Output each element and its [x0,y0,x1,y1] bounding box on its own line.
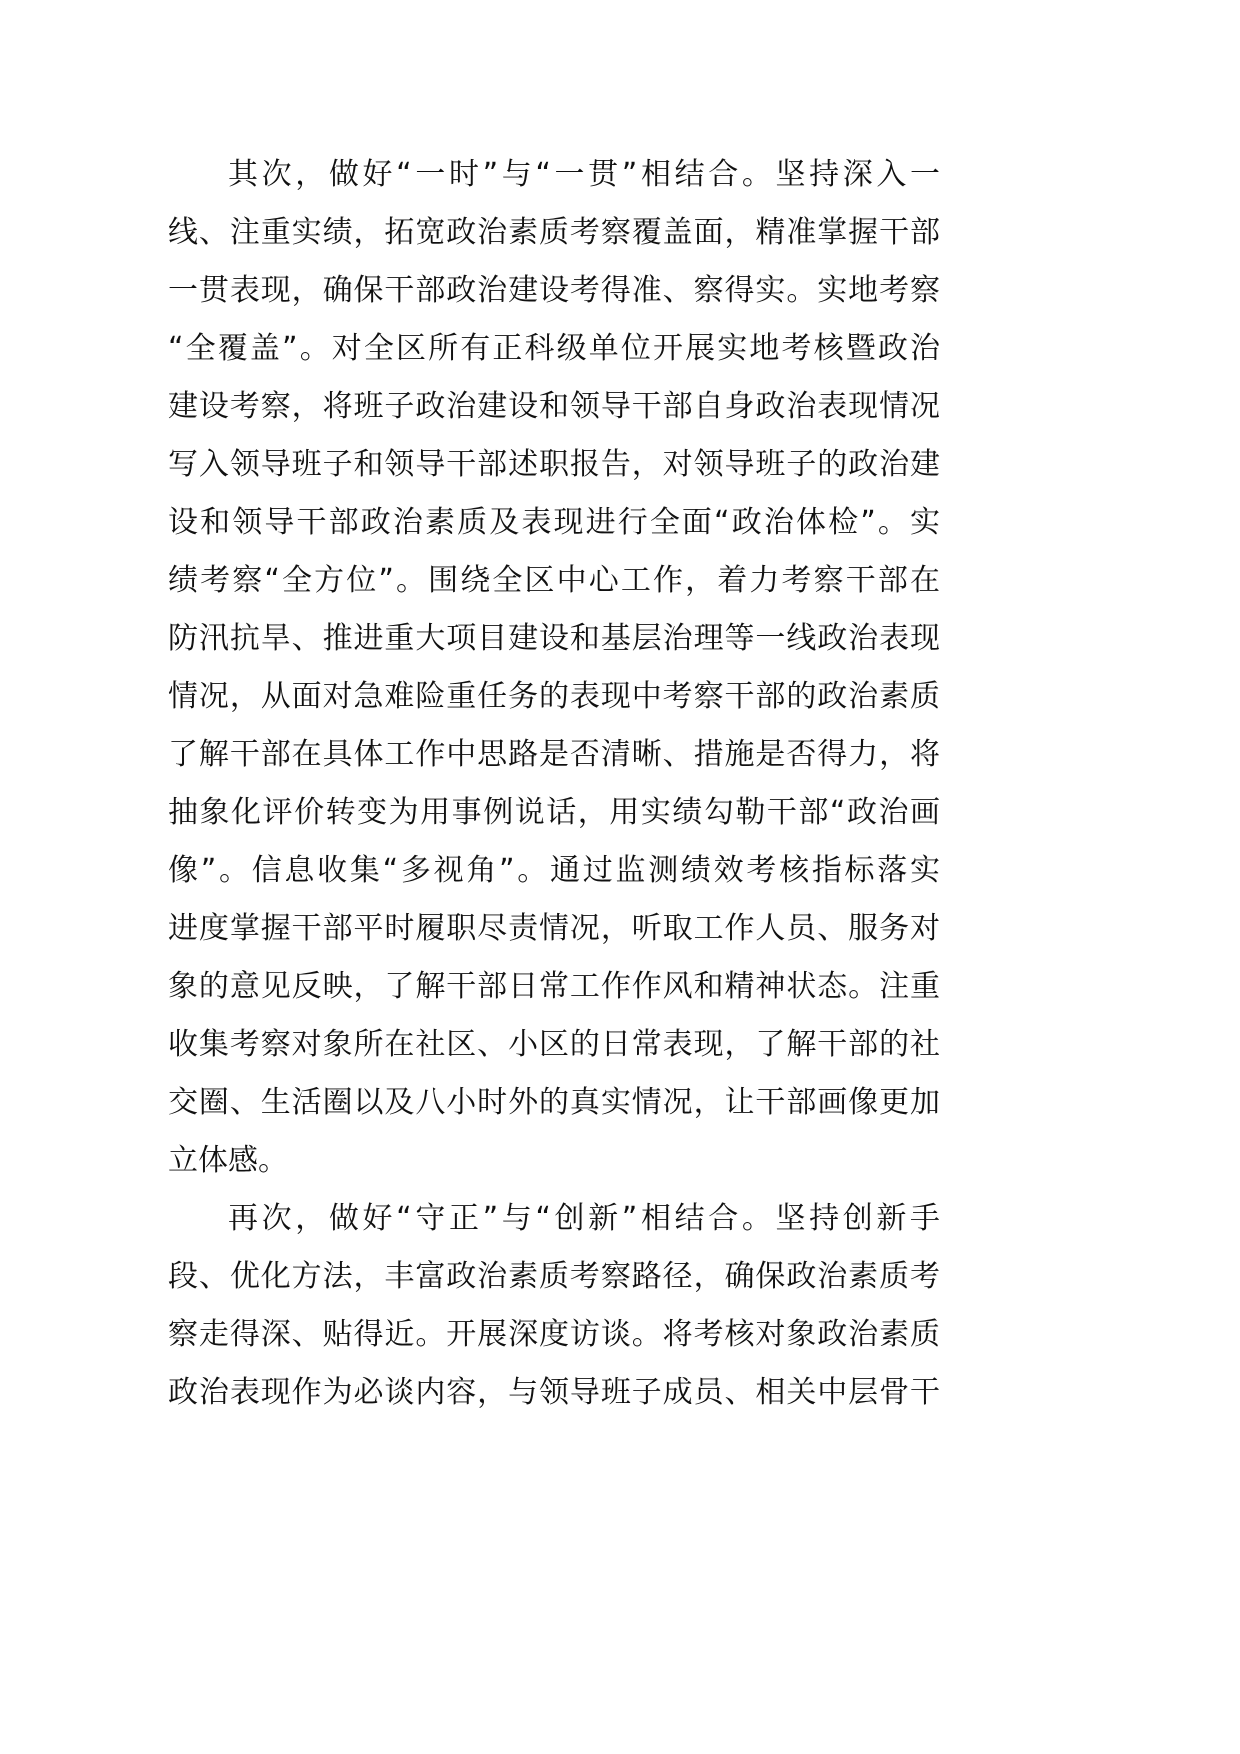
text-line: 抽象化评价转变为用事例说话，用实绩勾勒干部“政治画 [168,795,940,830]
text-line: 了解干部在具体工作中思路是否清晰、措施是否得力，将 [168,737,940,772]
paragraph [168,146,940,1190]
text-line: 象的意见反映，了解干部日常工作作风和精神状态。注重 [168,969,940,1004]
text-line: 立体感。 [168,1143,288,1178]
text-line: 再次，做好“守正”与“创新”相结合。坚持创新手 [228,1201,940,1236]
text-line: 设和领导干部政治素质及表现进行全面“政治体检”。实 [168,505,940,540]
text-line: “全覆盖”。对全区所有正科级单位开展实地考核暨政治 [168,331,940,366]
text-line: 段、优化方法，丰富政治素质考察路径，确保政治素质考 [168,1259,940,1294]
text-line: 建设考察，将班子政治建设和领导干部自身政治表现情况 [168,389,940,424]
text-line: 写入领导班子和领导干部述职报告，对领导班子的政治建 [168,447,940,482]
text-line: 像”。信息收集“多视角”。通过监测绩效考核指标落实 [168,853,940,888]
text-line: 线、注重实绩，拓宽政治素质考察覆盖面，精准掌握干部 [168,215,940,250]
paragraph [168,1190,940,1422]
text-line: 政治表现作为必谈内容，与领导班子成员、相关中层骨干 [168,1375,940,1410]
text-line: 防汛抗旱、推进重大项目建设和基层治理等一线政治表现 [168,621,940,656]
body-text [168,146,940,1422]
text-line: 察走得深、贴得近。开展深度访谈。将考核对象政治素质 [168,1317,940,1352]
text-line: 进度掌握干部平时履职尽责情况，听取工作人员、服务对 [168,911,940,946]
text-line: 一贯表现，确保干部政治建设考得准、察得实。实地考察 [168,273,940,308]
text-line: 交圈、生活圈以及八小时外的真实情况，让干部画像更加 [168,1085,940,1120]
text-line: 绩考察“全方位”。围绕全区中心工作，着力考察干部在 [168,563,940,598]
text-line: 情况，从面对急难险重任务的表现中考察干部的政治素质 [168,679,940,714]
text-line: 其次，做好“一时”与“一贯”相结合。坚持深入一 [228,157,940,192]
text-line: 收集考察对象所在社区、小区的日常表现，了解干部的社 [168,1027,940,1062]
